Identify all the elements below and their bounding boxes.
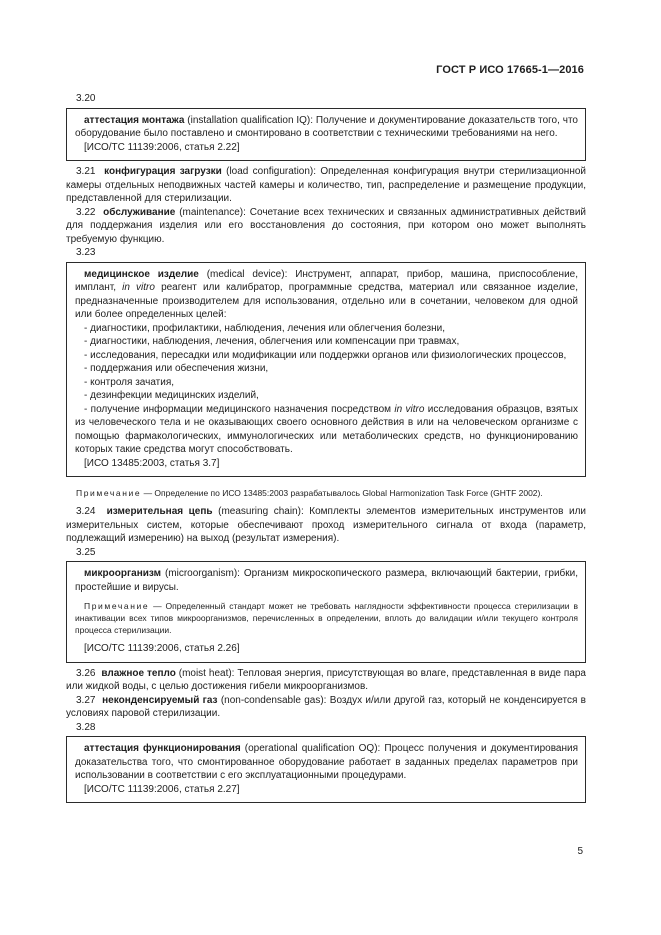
list-item: - контроля зачатия, xyxy=(84,376,175,388)
term-definition-3-22: 3.22 обслуживание (maintenance): Сочетание всех технических и связанных административных действий для поддержания изделия или его восстановления до состояния, при котором оно может выполнять требуемую функцию. xyxy=(66,206,586,245)
term-number: 3.23 xyxy=(76,247,96,258)
term-title: аттестация функционирования xyxy=(84,743,241,754)
page-number: 5 xyxy=(577,846,583,857)
term-title: обслуживание xyxy=(103,206,176,218)
term-box-3-20 xyxy=(66,108,586,162)
term-definition: аттестация функционирования (operational qualification OQ): Процесс получения и документирования доказательства того, что смонтированное оборудование работает в заданных пределах параметров при использовании в соответствии с его эксплуатационными процедурами. xyxy=(75,743,578,781)
list-item: - поддержания или обеспечения жизни, xyxy=(84,363,269,374)
term-box-3-25 xyxy=(66,561,586,663)
term-number: 3.28 xyxy=(76,721,96,733)
term-note: Примечание — Определенный стандарт может не требовать наглядности эффективности процесса стерилизации в инактивации всех типов микроорганизмов, перечисленных в определении, вплоть до валидации и/или текущего контроля процесса стерилизации. xyxy=(75,601,578,635)
list-item: - получение информации медицинского назначения посредством in vitro исследования образцов, взятых из человеческого тела и не оказывающих своего основного действия в или на человеческом организме с помощью фармакологических, иммунологических или метаболических средств, но функционированию которых такие средства могут способствовать. xyxy=(75,403,578,455)
term-box-3-23 xyxy=(66,262,586,478)
list-item: - исследования, пересадки или модификации или поддержки органов или физиологических процессов, xyxy=(84,349,567,361)
term-definition: микроорганизм (microorganism): Организм микроскопического размера, включающий бактерии, грибки, простейшие и вирусы. xyxy=(75,568,578,593)
term-definition: аттестация монтажа (installation qualification IQ): Получение и документирование доказательств того, что оборудование было поставлено и смонтировано в соответствии с техническими требованиями на него. xyxy=(75,114,578,139)
list-item: - дезинфекции медицинских изделий, xyxy=(84,390,259,401)
term-reference: [ИСО/ТС 11139:2006, статья 2.22] xyxy=(84,141,240,153)
term-title: влажное тепло xyxy=(101,667,176,679)
term-reference: [ИСО/ТС 11139:2006, статья 2.27] xyxy=(84,783,240,795)
term-reference: [ИСО/ТС 11139:2006, статья 2.26] xyxy=(84,643,240,654)
term-definition-3-26: 3.26 влажное тепло (moist heat): Тепловая энергия, присутствующая во влаге, представленная в виде пара или жидкой воды, с целью достижения гибели микроорганизмов. xyxy=(66,667,586,692)
document-header: ГОСТ Р ИСО 17665-1—2016 xyxy=(436,64,584,76)
term-number: 3.20 xyxy=(76,93,96,104)
term-definition-3-24: 3.24 измерительная цепь (measuring chain): Комплекты элементов измерительных инструментов или измерительных систем, которые обеспечивают проход измерительного сигнала от входа (параметр, подлежащий измерению) на выход (результат измерения). xyxy=(66,506,587,544)
term-title: медицинское изделие xyxy=(84,268,199,280)
term-definition-3-21: 3.21 конфигурация загрузки (load configuration): Определенная конфигурация внутри стерилизационной камеры отдельных неподвижных частей камеры и количество, тип, распределение и размещение продукции, представленной для стерилизации. xyxy=(66,166,586,204)
term-reference: [ИСО 13485:2003, статья 3.7] xyxy=(84,457,220,469)
term-title: неконденсируемый газ xyxy=(102,694,218,706)
term-title: микроорганизм xyxy=(84,568,162,579)
term-number: 3.25 xyxy=(76,546,96,558)
term-title: аттестация монтажа xyxy=(84,114,185,126)
term-title: конфигурация загрузки xyxy=(104,166,222,177)
list-item: - диагностики, наблюдения, лечения, облегчения или компенсации при травмах, xyxy=(84,336,460,347)
term-definition: медицинское изделие (medical device): Инструмент, аппарат, прибор, машина, приспособление, имплант, in vitro реагент или калибратор, программные средства, материал или связанное изделие, предназначенные производителем для использования, отдельно или в сочетании, человеком для одной или более определенных целей: xyxy=(75,268,579,320)
term-box-3-28 xyxy=(66,736,586,803)
list-item: - диагностики, профилактики, наблюдения, лечения или облегчения болезни, xyxy=(84,322,445,334)
term-definition-3-27: 3.27 неконденсируемый газ (non-condensable gas): Воздух и/или другой газ, который не конденсируется в условиях паровой стерилизации. xyxy=(66,694,586,719)
term-title: измерительная цепь xyxy=(106,506,213,517)
document-body xyxy=(66,92,586,807)
note-3-23: Примечание — Определение по ИСО 13485:2003 разрабатывалось Global Harmonization Task Force (GHTF 2002). xyxy=(76,488,543,498)
